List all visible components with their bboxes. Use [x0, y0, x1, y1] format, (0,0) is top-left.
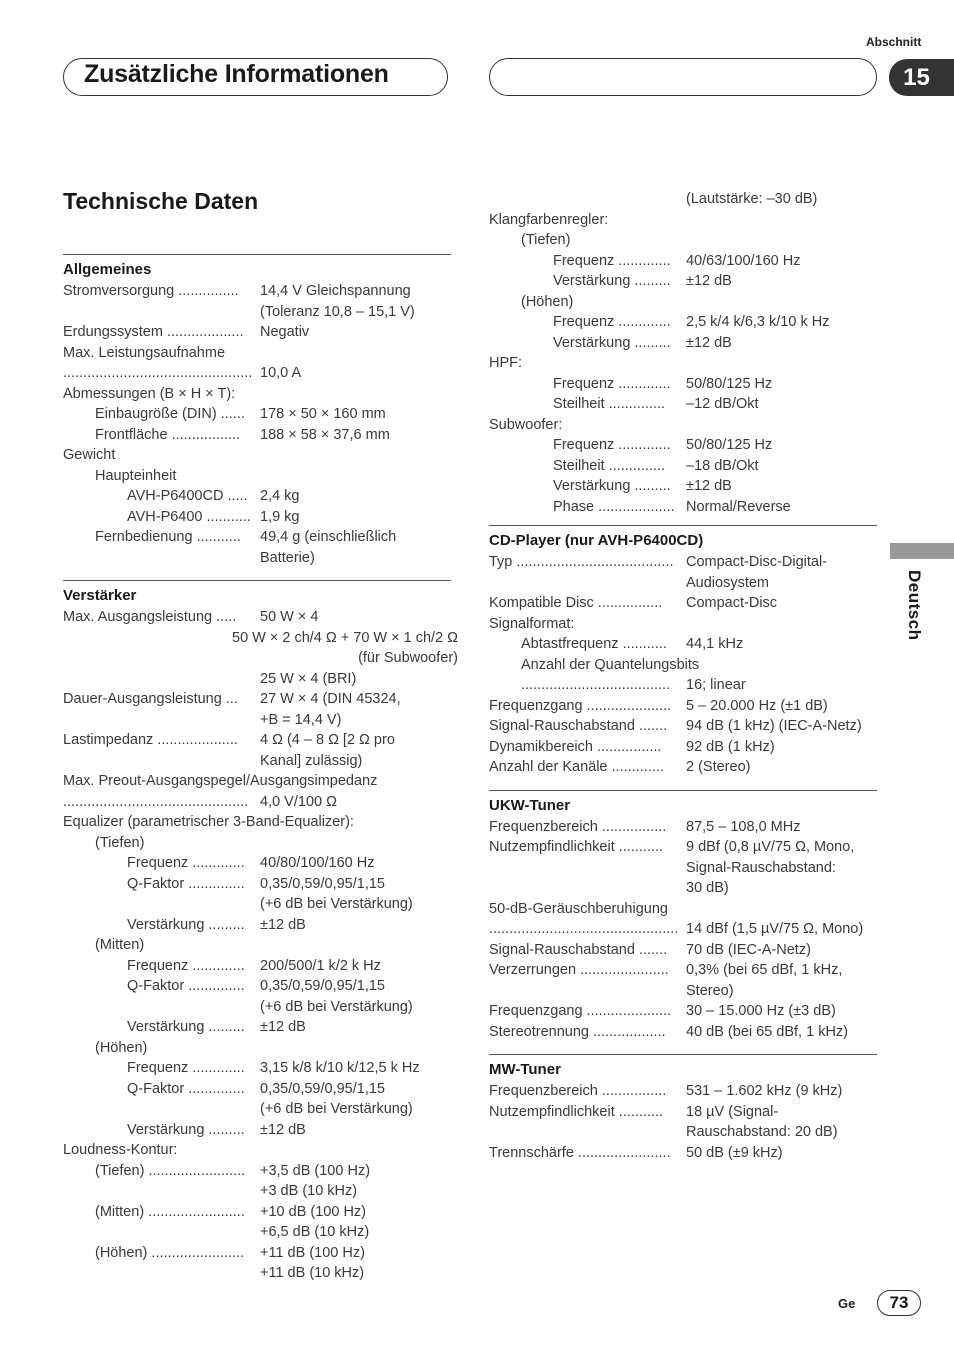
section-divider: [63, 580, 451, 581]
spec-value: 4 Ω (4 – 8 Ω [2 Ω pro: [260, 732, 395, 748]
spec-label: Frequenzgang .....................: [489, 697, 672, 714]
spec-label: Q-Faktor ..............: [127, 978, 245, 994]
spec-label: Frequenz .............: [553, 252, 671, 269]
spec-row: [63, 1243, 458, 1264]
spec-row: [489, 899, 884, 920]
spec-section: [63, 254, 458, 568]
spec-value: Rauschabstand: 20 dB): [686, 1124, 838, 1140]
spec-row: [63, 302, 458, 323]
spec-label: 50-dB-Geräuschberuhigung: [489, 900, 668, 917]
spec-row: [489, 312, 884, 333]
spec-row: [489, 497, 884, 518]
spec-row: [63, 466, 458, 487]
spec-row: [489, 292, 884, 313]
spec-row: [489, 1001, 884, 1022]
spec-row: [489, 210, 884, 231]
spec-row: [489, 374, 884, 395]
spec-label: Frequenz .............: [127, 855, 245, 871]
spec-row: [63, 281, 458, 302]
spec-row: [489, 1081, 884, 1102]
spec-value: 30 dB): [686, 880, 729, 896]
spec-row: [489, 837, 884, 858]
spec-label: Frequenzbereich ................: [489, 1083, 667, 1099]
spec-row: [63, 1079, 458, 1100]
spec-label: (Tiefen): [95, 834, 145, 851]
section-heading: Technische Daten: [63, 188, 259, 214]
spec-value: 4,0 V/100 Ω: [260, 793, 337, 810]
spec-label: (Tiefen) ........................: [95, 1162, 246, 1179]
spec-value: +3,5 dB (100 Hz): [260, 1162, 371, 1179]
spec-label: Steilheit ..............: [553, 396, 666, 412]
spec-row: [63, 1222, 458, 1243]
spec-value: (Lautstärke: –30 dB): [686, 191, 818, 207]
spec-value: 200/500/1 k/2 k Hz: [260, 957, 381, 974]
spec-label: AVH-P6400 ...........: [127, 508, 251, 525]
spec-section-title: MW-Tuner: [489, 1061, 561, 1078]
spec-label: Frequenzgang .....................: [489, 1003, 672, 1019]
spec-value: Compact-Disc-Digital-: [686, 554, 827, 570]
spec-label: Frequenz .............: [553, 437, 671, 453]
spec-label: Steilheit ..............: [553, 457, 666, 474]
spec-label: Verstärkung .........: [127, 1019, 245, 1035]
spec-label: Q-Faktor ..............: [127, 875, 245, 892]
spec-row: [489, 593, 884, 614]
spec-row: [63, 607, 458, 628]
spec-value: (+6 dB bei Verstärkung): [260, 896, 413, 912]
spec-row: [63, 710, 458, 731]
spec-rows: [489, 1081, 884, 1163]
spec-row: [489, 189, 884, 210]
spec-value: Normal/Reverse: [686, 498, 791, 515]
spec-row: [489, 333, 884, 354]
spec-value: 2,4 kg: [260, 488, 300, 504]
spec-row: [489, 696, 884, 717]
spec-row: [489, 878, 884, 899]
spec-label: Anzahl der Kanäle .............: [489, 759, 664, 775]
spec-label: Frequenz .............: [553, 314, 671, 330]
spec-row: [489, 757, 884, 778]
spec-value: 27 W × 4 (DIN 45324,: [260, 691, 401, 707]
spec-section-title: Allgemeines: [63, 261, 152, 278]
spec-label: Kompatible Disc ................: [489, 595, 663, 611]
section-number-badge: 15: [889, 59, 954, 96]
spec-label: Verstärkung .........: [553, 478, 671, 494]
spec-value: 87,5 – 108,0 MHz: [686, 818, 801, 835]
spec-row: [63, 648, 458, 669]
spec-value: Audiosystem: [686, 574, 770, 591]
spec-row: [63, 527, 458, 548]
spec-value: ±12 dB: [686, 334, 732, 351]
spec-value: 0,35/0,59/0,95/1,15: [260, 1080, 385, 1097]
spec-value: (Toleranz 10,8 – 15,1 V): [260, 303, 415, 320]
spec-label: Stromversorgung ...............: [63, 283, 239, 299]
spec-value: Signal-Rauschabstand:: [686, 859, 836, 876]
spec-value: ±12 dB: [686, 273, 732, 289]
spec-row: [63, 363, 458, 384]
spec-label: Verstärkung .........: [553, 334, 671, 351]
section-divider: [489, 1054, 877, 1055]
section-label: Abschnitt: [866, 35, 922, 49]
spec-value: 2 (Stereo): [686, 759, 751, 775]
spec-row: [489, 858, 884, 879]
language-code: Ge: [838, 1296, 856, 1311]
section-divider: [489, 790, 877, 791]
spec-value: 10,0 A: [260, 365, 302, 381]
spec-row: [489, 716, 884, 737]
section-divider: [489, 525, 877, 526]
spec-value: 9 dBf (0,8 µV/75 Ω, Mono,: [686, 839, 855, 855]
spec-value: 1,9 kg: [260, 508, 300, 525]
spec-section-title: UKW-Tuner: [489, 796, 571, 814]
spec-row: [63, 751, 458, 772]
spec-value: 50/80/125 Hz: [686, 437, 773, 453]
spec-row: [489, 634, 884, 655]
page-title: Zusätzliche Informationen: [84, 60, 389, 88]
spec-row: [63, 997, 458, 1018]
spec-row: [63, 1181, 458, 1202]
spec-value: Batterie): [260, 549, 315, 566]
spec-label: (Tiefen): [521, 232, 571, 248]
spec-value: 0,35/0,59/0,95/1,15: [260, 875, 385, 892]
spec-value: 188 × 58 × 37,6 mm: [260, 426, 390, 443]
spec-row: [489, 456, 884, 477]
spec-row: [63, 1202, 458, 1223]
spec-value: 25 W × 4 (BRI): [260, 670, 357, 687]
spec-value: ±12 dB: [686, 478, 732, 494]
spec-label: Signal-Rauschabstand .......: [489, 718, 668, 734]
spec-row: [63, 730, 458, 751]
spec-row: [63, 486, 458, 507]
spec-label: Max. Ausgangsleistung .....: [63, 609, 237, 625]
spec-label: (Mitten) ........................: [95, 1203, 245, 1220]
spec-row: [63, 935, 458, 956]
spec-label: Verzerrungen ......................: [489, 962, 669, 978]
spec-value: 3,15 k/8 k/10 k/12,5 k Hz: [260, 1060, 420, 1076]
spec-row: [63, 1140, 458, 1161]
spec-label: Nutzempfindlichkeit ...........: [489, 839, 664, 855]
spec-row: [63, 1038, 458, 1059]
spec-label: Einbaugröße (DIN) ......: [95, 406, 245, 422]
spec-label: (Mitten): [95, 937, 145, 953]
spec-row: [489, 1022, 884, 1043]
spec-value: 14 dBf (1,5 µV/75 Ω, Mono): [686, 921, 864, 937]
spec-value: Negativ: [260, 324, 310, 340]
spec-value: 40/80/100/160 Hz: [260, 855, 375, 871]
spec-rows: [63, 281, 458, 568]
spec-row: [63, 628, 458, 649]
spec-value: –12 dB/Okt: [686, 396, 759, 412]
spec-label: Phase ...................: [553, 498, 675, 515]
spec-rows: [489, 552, 884, 778]
spec-label: (Höhen) .......................: [95, 1244, 245, 1261]
section-divider: [63, 254, 451, 255]
spec-row: [63, 1099, 458, 1120]
spec-value: –18 dB/Okt: [686, 457, 759, 474]
spec-row: [489, 960, 884, 981]
spec-label: Verstärkung .........: [127, 916, 245, 933]
spec-row: [63, 771, 458, 792]
spec-row: [489, 655, 884, 676]
spec-section-title: Verstärker: [63, 587, 137, 604]
spec-row: [63, 894, 458, 915]
spec-label: Frontfläche .................: [95, 426, 241, 443]
spec-label: Frequenz .............: [127, 1060, 245, 1076]
spec-value: ±12 dB: [260, 916, 306, 933]
header-blank-frame: [489, 58, 877, 96]
spec-label: Lastimpedanz ....................: [63, 732, 238, 748]
spec-value: 40 dB (bei 65 dBf, 1 kHz): [686, 1023, 848, 1040]
spec-label: (Höhen): [521, 293, 574, 310]
spec-value: 178 × 50 × 160 mm: [260, 406, 386, 422]
spec-row: [63, 445, 458, 466]
spec-row: [63, 1017, 458, 1038]
spec-value: (+6 dB bei Verstärkung): [260, 1101, 413, 1117]
spec-section: [489, 525, 884, 778]
spec-row: [63, 669, 458, 690]
spec-label: Nutzempfindlichkeit ...........: [489, 1103, 664, 1120]
spec-row: [489, 230, 884, 251]
spec-row: [489, 353, 884, 374]
spec-row: [489, 940, 884, 961]
spec-value: 18 µV (Signal-: [686, 1103, 779, 1120]
spec-section: [489, 1042, 884, 1163]
spec-row: [63, 1161, 458, 1182]
spec-row: [489, 573, 884, 594]
spec-section: [489, 778, 884, 1043]
spec-row: [63, 833, 458, 854]
spec-row: [63, 976, 458, 997]
spec-label: Anzahl der Quantelungsbits: [521, 656, 700, 673]
spec-label: ...............................................: [63, 365, 253, 381]
spec-value: +6,5 dB (10 kHz): [260, 1224, 370, 1240]
spec-label: HPF:: [489, 355, 523, 371]
spec-label: Equalizer (parametrischer 3-Band-Equalizer):: [63, 814, 354, 830]
spec-label: Gewicht: [63, 447, 116, 463]
spec-row: [63, 689, 458, 710]
spec-section-title: CD-Player (nur AVH-P6400CD): [489, 532, 704, 549]
spec-value: 0,3% (bei 65 dBf, 1 kHz,: [686, 962, 843, 978]
spec-row: [63, 322, 458, 343]
spec-row: [63, 507, 458, 528]
spec-value: 70 dB (IEC-A-Netz): [686, 941, 811, 958]
spec-label: Fernbedienung ...........: [95, 529, 241, 545]
spec-label: Frequenz .............: [127, 957, 245, 974]
spec-label: ..............................................: [63, 793, 249, 810]
spec-value: 2,5 k/4 k/6,3 k/10 k Hz: [686, 314, 830, 330]
spec-label: Verstärkung .........: [553, 273, 671, 289]
spec-label: AVH-P6400CD .....: [127, 488, 248, 504]
spec-row: [489, 435, 884, 456]
spec-value: Compact-Disc: [686, 595, 778, 611]
spec-value: +B = 14,4 V): [260, 711, 342, 728]
spec-row: [63, 853, 458, 874]
spec-label: (Höhen): [95, 1039, 148, 1056]
spec-row: [63, 1263, 458, 1284]
spec-value: +11 dB (10 kHz): [260, 1265, 365, 1281]
spec-rows: [489, 817, 884, 1043]
spec-value: 16; linear: [686, 677, 746, 693]
spec-label: Q-Faktor ..............: [127, 1080, 245, 1097]
spec-label: Signalformat:: [489, 615, 575, 632]
spec-row: [489, 1122, 884, 1143]
spec-value: +10 dB (100 Hz): [260, 1203, 366, 1220]
spec-label: Abmessungen (B × H × T):: [63, 385, 236, 402]
spec-value: 92 dB (1 kHz): [686, 738, 775, 755]
spec-value: 531 – 1.602 kHz (9 kHz): [686, 1083, 843, 1099]
spec-value: 40/63/100/160 Hz: [686, 252, 801, 269]
spec-row: [63, 812, 458, 833]
spec-label: Dynamikbereich ................: [489, 738, 662, 755]
spec-label: Haupteinheit: [95, 467, 177, 484]
spec-value: 0,35/0,59/0,95/1,15: [260, 978, 385, 994]
spec-value: 50/80/125 Hz: [686, 375, 773, 392]
spec-rows: [63, 607, 458, 1284]
spec-value: (für Subwoofer): [358, 650, 458, 666]
spec-value: ±12 dB: [260, 1019, 306, 1035]
spec-row: [489, 919, 884, 940]
spec-row: [63, 1120, 458, 1141]
spec-value: 50 dB (±9 kHz): [686, 1144, 783, 1161]
spec-row: [63, 1058, 458, 1079]
spec-value: (+6 dB bei Verstärkung): [260, 998, 413, 1015]
spec-row: [63, 956, 458, 977]
spec-row: [489, 981, 884, 1002]
spec-label: Klangfarbenregler:: [489, 211, 609, 228]
spec-label: Max. Preout-Ausgangspegel/Ausgangsimpedanz: [63, 773, 378, 789]
spec-label: Loudness-Kontur:: [63, 1142, 178, 1158]
right-column: [489, 189, 884, 1163]
spec-label: Trennschärfe .......................: [489, 1144, 671, 1161]
spec-label: Abtastfrequenz ...........: [521, 636, 667, 652]
spec-label: .....................................: [521, 677, 671, 693]
language-tab-bar: [890, 543, 954, 559]
spec-value: Stereo): [686, 982, 734, 999]
spec-label: Verstärkung .........: [127, 1121, 245, 1138]
spec-row: [63, 404, 458, 425]
spec-row: [489, 394, 884, 415]
spec-row: [489, 271, 884, 292]
spec-continuation: [489, 189, 884, 517]
spec-section: [63, 568, 458, 1284]
spec-row: [63, 915, 458, 936]
spec-value: 50 W × 2 ch/4 Ω + 70 W × 1 ch/2 Ω: [232, 629, 458, 646]
spec-row: [489, 817, 884, 838]
language-tab-label: Deutsch: [905, 570, 924, 641]
spec-value: +11 dB (100 Hz): [260, 1244, 365, 1261]
spec-label: Max. Leistungsaufnahme: [63, 344, 226, 361]
spec-row: [63, 384, 458, 405]
left-column: [63, 254, 458, 1284]
spec-row: [489, 737, 884, 758]
spec-row: [489, 1102, 884, 1123]
spec-value: 44,1 kHz: [686, 636, 744, 652]
spec-row: [63, 425, 458, 446]
spec-label: Dauer-Ausgangsleistung ...: [63, 691, 238, 707]
spec-value: +3 dB (10 kHz): [260, 1183, 358, 1199]
spec-row: [489, 675, 884, 696]
spec-row: [63, 792, 458, 813]
spec-label: Signal-Rauschabstand .......: [489, 941, 668, 958]
spec-row: [63, 874, 458, 895]
page-number: 73: [877, 1290, 921, 1316]
spec-value: ±12 dB: [260, 1121, 306, 1138]
spec-row: [489, 552, 884, 573]
spec-value: Kanal] zulässig): [260, 752, 363, 769]
spec-row: [489, 614, 884, 635]
spec-label: Frequenzbereich ................: [489, 818, 667, 835]
spec-label: ...............................................: [489, 921, 679, 937]
spec-label: Stereotrennung ..................: [489, 1023, 666, 1040]
spec-row: [489, 1143, 884, 1164]
spec-row: [489, 415, 884, 436]
spec-value: 5 – 20.000 Hz (±1 dB): [686, 697, 828, 714]
spec-value: 14,4 V Gleichspannung: [260, 283, 411, 299]
spec-row: [489, 251, 884, 272]
spec-row: [489, 476, 884, 497]
spec-value: 30 – 15.000 Hz (±3 dB): [686, 1003, 836, 1019]
spec-label: Erdungssystem ...................: [63, 324, 244, 340]
spec-label: Typ .......................................: [489, 554, 674, 570]
spec-value: 50 W × 4: [260, 609, 319, 625]
spec-label: Frequenz .............: [553, 375, 671, 392]
spec-label: Subwoofer:: [489, 416, 563, 433]
spec-value: 94 dB (1 kHz) (IEC-A-Netz): [686, 718, 862, 734]
spec-row: [63, 548, 458, 569]
spec-value: 49,4 g (einschließlich: [260, 529, 397, 545]
spec-row: [63, 343, 458, 364]
